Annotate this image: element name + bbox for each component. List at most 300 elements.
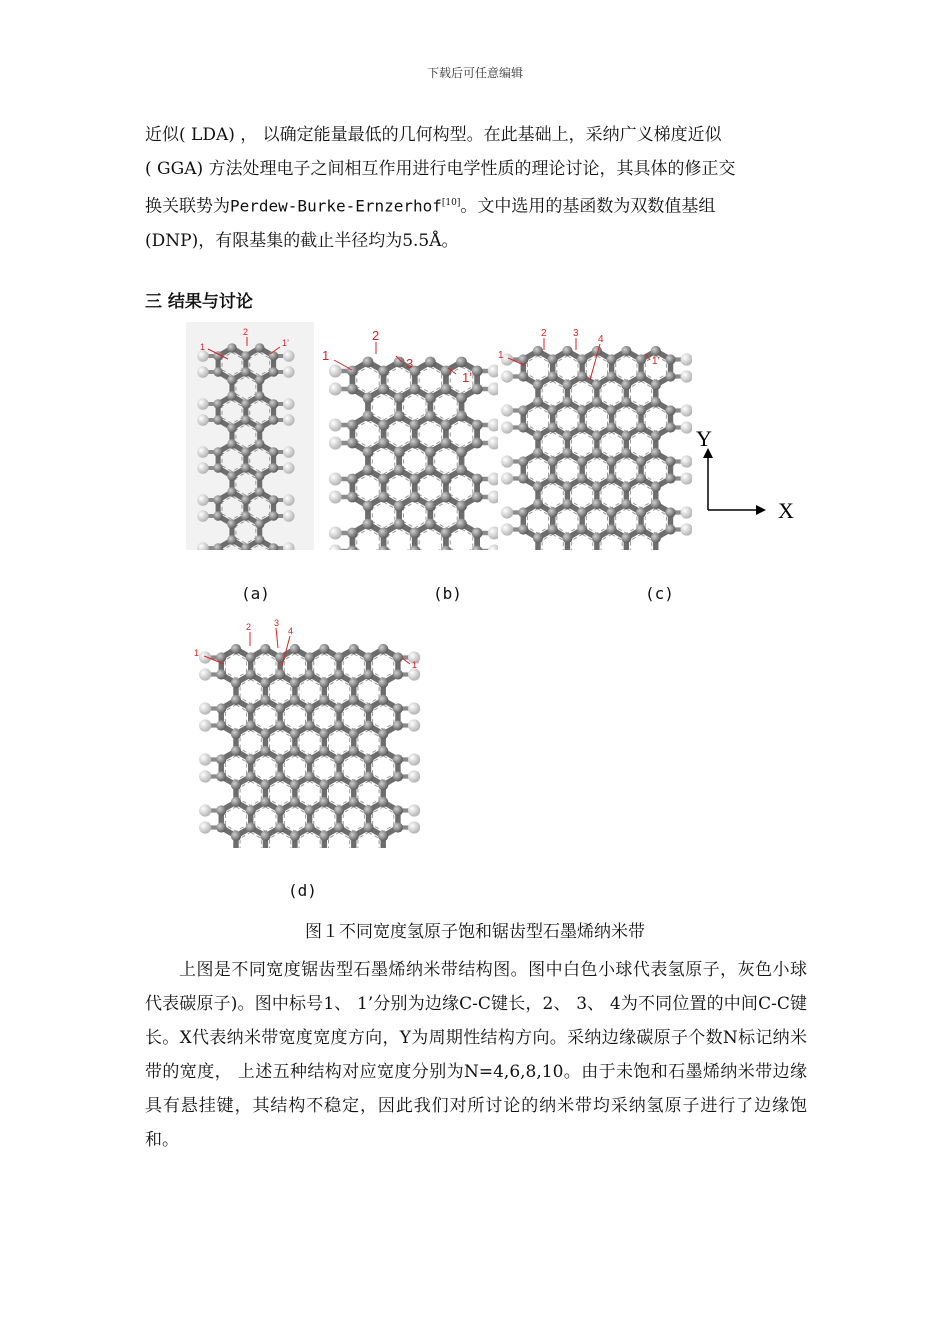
- carbon-atom: [347, 366, 358, 377]
- hydrogen-atom: [681, 353, 692, 365]
- aromatic-ring-dash: [419, 367, 442, 393]
- carbon-atom: [319, 729, 329, 739]
- carbon-atom: [275, 805, 285, 815]
- carbon-atom: [269, 415, 279, 425]
- carbon-atom: [363, 411, 374, 422]
- aromatic-ring-dash: [404, 394, 427, 420]
- aromatic-ring-dash: [299, 781, 320, 805]
- carbon-atom: [592, 448, 602, 458]
- carbon-atom: [227, 471, 237, 481]
- hydrogen-atom: [199, 804, 211, 816]
- carbon-atom: [621, 380, 631, 390]
- carbon-atom: [231, 729, 241, 739]
- carbon-atom: [592, 431, 602, 441]
- carbon-atom: [260, 729, 270, 739]
- carbon-atom: [347, 528, 358, 539]
- carbon-atom: [425, 447, 436, 458]
- aromatic-ring-dash: [645, 407, 666, 431]
- carbon-atom: [592, 482, 602, 492]
- carbon-atom: [260, 678, 270, 688]
- carbon-atom: [269, 463, 279, 473]
- carbon-atom: [269, 495, 279, 505]
- carbon-atom: [255, 487, 265, 497]
- carbon-atom: [378, 644, 388, 654]
- bond-label-2: 2: [243, 327, 249, 337]
- aromatic-ring-dash: [557, 458, 578, 482]
- hydrogen-atom: [283, 462, 295, 474]
- aromatic-ring-dash: [388, 475, 410, 501]
- carbon-atom: [269, 399, 279, 409]
- carbon-atom: [349, 780, 359, 790]
- aromatic-ring-dash: [586, 509, 607, 533]
- hydrogen-atom: [408, 719, 420, 731]
- hydrogen-atom: [199, 719, 211, 731]
- aromatic-ring-dash: [645, 509, 666, 533]
- aromatic-ring-dash: [284, 756, 305, 780]
- carbon-atom: [334, 822, 344, 832]
- carbon-atom: [394, 411, 405, 422]
- carbon-atom: [275, 703, 285, 713]
- carbon-atom: [319, 780, 329, 790]
- carbon-atom: [636, 473, 646, 483]
- carbon-atom: [562, 533, 572, 543]
- carbon-atom: [548, 354, 558, 364]
- carbon-atom: [246, 703, 256, 713]
- carbon-atom: [347, 474, 358, 485]
- aromatic-ring-dash: [225, 756, 246, 780]
- hydrogen-atom: [283, 494, 295, 506]
- carbon-atom: [456, 411, 467, 422]
- carbon-atom: [548, 456, 558, 466]
- carbon-atom: [363, 465, 374, 476]
- hydrogen-atom: [199, 651, 211, 663]
- carbon-atom: [441, 528, 452, 539]
- hydrogen-atom: [329, 419, 342, 432]
- carbon-atom: [393, 703, 403, 713]
- carbon-atom: [394, 393, 405, 404]
- carbon-atom: [246, 805, 256, 815]
- bond-label-3: 3: [406, 356, 414, 371]
- carbon-atom: [409, 438, 420, 449]
- aromatic-ring-dash: [527, 407, 548, 431]
- hydrogen-atom: [501, 421, 513, 433]
- carbon-atom: [425, 393, 436, 404]
- carbon-atom: [305, 771, 315, 781]
- carbon-atom: [577, 422, 587, 432]
- carbon-atom: [255, 519, 265, 529]
- aromatic-ring-dash: [645, 458, 666, 482]
- carbon-atom: [393, 805, 403, 815]
- aromatic-ring-dash: [419, 475, 442, 501]
- hydrogen-atom: [197, 494, 209, 506]
- carbon-atom: [394, 465, 405, 476]
- carbon-atom: [592, 533, 602, 543]
- aromatic-ring-dash: [435, 502, 458, 528]
- hydrogen-atom: [329, 545, 342, 550]
- carbon-atom: [363, 703, 373, 713]
- aromatic-ring-dash: [450, 475, 473, 501]
- carbon-atom: [651, 380, 661, 390]
- carbon-atom: [231, 780, 241, 790]
- aromatic-ring-dash: [225, 654, 246, 678]
- carbon-atom: [275, 771, 285, 781]
- carbon-atom: [255, 439, 265, 449]
- carbon-atom: [548, 371, 558, 381]
- carbon-atom: [394, 501, 405, 512]
- carbon-atom: [319, 695, 329, 705]
- aromatic-ring-dash: [557, 509, 578, 533]
- carbon-atom: [241, 463, 251, 473]
- aromatic-ring-dash: [255, 807, 276, 831]
- carbon-atom: [394, 357, 405, 368]
- carbon-atom: [255, 391, 265, 401]
- carbon-atom: [305, 822, 315, 832]
- aromatic-ring-dash: [616, 509, 637, 533]
- aromatic-ring-dash: [343, 756, 364, 780]
- aromatic-ring-dash: [225, 807, 246, 831]
- carbon-atom: [651, 482, 661, 492]
- carbon-atom: [378, 780, 388, 790]
- carbon-atom: [472, 438, 483, 449]
- hydrogen-atom: [501, 523, 513, 535]
- carbon-atom: [363, 519, 374, 530]
- carbon-atom: [347, 384, 358, 395]
- carbon-atom: [363, 501, 374, 512]
- aromatic-ring-dash: [527, 458, 548, 482]
- aromatic-ring-dash: [358, 781, 379, 805]
- carbon-atom: [533, 448, 543, 458]
- aromatic-ring-dash: [601, 381, 622, 405]
- carbon-atom: [456, 465, 467, 476]
- carbon-atom: [472, 366, 483, 377]
- carbon-atom: [621, 346, 631, 356]
- carbon-atom: [562, 397, 572, 407]
- aromatic-ring-dash: [616, 356, 637, 380]
- carbon-atom: [425, 465, 436, 476]
- carbon-atom: [562, 499, 572, 509]
- aromatic-ring-dash: [616, 458, 637, 482]
- carbon-atom: [577, 456, 587, 466]
- carbon-atom: [441, 384, 452, 395]
- carbon-atom: [227, 343, 237, 353]
- aromatic-ring-dash: [586, 407, 607, 431]
- page-header: 下载后可任意编辑: [426, 66, 523, 80]
- carbon-atom: [255, 343, 265, 353]
- carbon-atom: [378, 492, 389, 503]
- carbon-atom: [577, 473, 587, 483]
- carbon-atom: [456, 501, 467, 512]
- carbon-atom: [607, 354, 617, 364]
- carbon-atom: [409, 528, 420, 539]
- hydrogen-atom: [283, 398, 295, 410]
- bond-label-2: 2: [541, 328, 547, 339]
- carbon-atom: [409, 384, 420, 395]
- carbon-atom: [363, 720, 373, 730]
- bond-label-3: 3: [573, 328, 579, 339]
- aromatic-ring-dash: [631, 432, 652, 456]
- carbon-atom: [665, 473, 675, 483]
- section-heading: 三 结果与讨论: [145, 292, 253, 312]
- hydrogen-atom: [197, 462, 209, 474]
- carbon-atom: [378, 384, 389, 395]
- carbon-atom: [607, 371, 617, 381]
- aromatic-ring-dash: [314, 705, 335, 729]
- aromatic-ring-dash: [527, 509, 548, 533]
- bond-label-1: 1: [194, 648, 200, 658]
- carbon-atom: [347, 546, 358, 550]
- carbon-atom: [334, 805, 344, 815]
- paragraph-line: [145, 186, 807, 224]
- carbon-atom: [213, 511, 223, 521]
- aromatic-ring-dash: [372, 502, 394, 528]
- carbon-atom: [246, 720, 256, 730]
- carbon-atom: [334, 754, 344, 764]
- carbon-atom: [378, 746, 388, 756]
- ribbon-structure: [329, 357, 498, 550]
- hydrogen-atom: [681, 370, 692, 382]
- carbon-atom: [349, 644, 359, 654]
- aromatic-ring-dash: [358, 679, 379, 703]
- carbon-atom: [607, 456, 617, 466]
- figure-title: 图１不同宽度氢原子饱和锯齿型石墨烯纳米带: [305, 922, 645, 942]
- paragraph-line: 近似( LDA) ， 以确定能量最低的几何构型。在此基础上，采纳广义梯度近似: [145, 125, 722, 145]
- carbon-atom: [548, 422, 558, 432]
- carbon-atom: [456, 393, 467, 404]
- carbon-atom: [241, 511, 251, 521]
- carbon-atom: [607, 473, 617, 483]
- carbon-atom: [665, 456, 675, 466]
- carbon-atom: [241, 447, 251, 457]
- carbon-atom: [533, 431, 543, 441]
- carbon-atom: [213, 495, 223, 505]
- carbon-atom: [592, 380, 602, 390]
- carbon-atom: [472, 492, 483, 503]
- carbon-atom: [607, 507, 617, 517]
- carbon-atom: [518, 371, 528, 381]
- carbon-atom: [349, 831, 359, 841]
- carbon-atom: [562, 448, 572, 458]
- carbon-atom: [349, 678, 359, 688]
- carbon-atom: [562, 431, 572, 441]
- carbon-atom: [290, 780, 300, 790]
- carbon-atom: [636, 422, 646, 432]
- hydrogen-atom: [197, 510, 209, 522]
- carbon-atom: [363, 669, 373, 679]
- figure-panel-a: [186, 322, 314, 550]
- carbon-atom: [441, 420, 452, 431]
- hydrogen-atom: [329, 491, 342, 504]
- carbon-atom: [409, 546, 420, 550]
- carbon-atom: [562, 482, 572, 492]
- carbon-atom: [305, 754, 315, 764]
- hydrogen-atom: [283, 366, 295, 378]
- carbon-atom: [269, 447, 279, 457]
- carbon-atom: [227, 519, 237, 529]
- carbon-atom: [548, 507, 558, 517]
- paragraph-text: 换关联势为: [145, 196, 230, 217]
- paragraph-line: ( GGA) 方法处理电子之间相互作用进行电学性质的理论讨论，其具体的修正交: [145, 159, 736, 179]
- carbon-atom: [577, 371, 587, 381]
- carbon-atom: [636, 524, 646, 534]
- caption-d: (d): [288, 881, 317, 900]
- carbon-atom: [472, 528, 483, 539]
- carbon-atom: [577, 507, 587, 517]
- carbon-atom: [275, 720, 285, 730]
- carbon-atom: [213, 463, 223, 473]
- hydrogen-atom: [681, 404, 692, 416]
- aromatic-ring-dash: [240, 781, 261, 805]
- aromatic-ring-dash: [270, 679, 291, 703]
- aromatic-ring-dash: [404, 448, 427, 474]
- aromatic-ring-dash: [270, 781, 291, 805]
- aromatic-ring-dash: [572, 432, 593, 456]
- aromatic-ring-dash: [572, 483, 593, 507]
- carbon-atom: [269, 511, 279, 521]
- carbon-atom: [246, 754, 256, 764]
- figure-panel-b: [318, 322, 498, 550]
- carbon-atom: [349, 797, 359, 807]
- hydrogen-atom: [199, 702, 211, 714]
- aromatic-ring-dash: [557, 407, 578, 431]
- reference-marker: [10]: [441, 198, 461, 208]
- carbon-atom: [275, 669, 285, 679]
- carbon-atom: [363, 771, 373, 781]
- carbon-atom: [378, 546, 389, 550]
- aromatic-ring-dash: [542, 381, 563, 405]
- carbon-atom: [231, 678, 241, 688]
- carbon-atom: [533, 482, 543, 492]
- carbon-atom: [621, 431, 631, 441]
- carbon-atom: [347, 420, 358, 431]
- x-axis-label: X: [778, 498, 794, 523]
- carbon-atom: [393, 669, 403, 679]
- carbon-atom: [241, 351, 251, 361]
- aromatic-ring-dash: [631, 381, 652, 405]
- carbon-atom: [394, 519, 405, 530]
- carbon-atom: [334, 652, 344, 662]
- carbon-atom: [548, 405, 558, 415]
- carbon-atom: [518, 473, 528, 483]
- carbon-atom: [305, 652, 315, 662]
- carbon-atom: [393, 822, 403, 832]
- carbon-atom: [621, 499, 631, 509]
- carbon-atom: [378, 729, 388, 739]
- carbon-atom: [290, 797, 300, 807]
- aromatic-ring-dash: [343, 654, 364, 678]
- carbon-atom: [347, 438, 358, 449]
- carbon-atom: [255, 535, 265, 545]
- carbon-atom: [456, 519, 467, 530]
- carbon-atom: [378, 528, 389, 539]
- carbon-atom: [518, 456, 528, 466]
- carbon-atom: [319, 831, 329, 841]
- carbon-atom: [378, 438, 389, 449]
- bond-label-1prime: 1’: [462, 370, 473, 385]
- carbon-atom: [577, 405, 587, 415]
- carbon-atom: [255, 471, 265, 481]
- carbon-atom: [621, 533, 631, 543]
- carbon-atom: [636, 405, 646, 415]
- carbon-atom: [231, 831, 241, 841]
- carbon-atom: [213, 399, 223, 409]
- carbon-atom: [636, 456, 646, 466]
- carbon-atom: [651, 499, 661, 509]
- hydrogen-atom: [283, 350, 295, 362]
- y-axis-label: Y: [696, 426, 712, 451]
- bond-label-1prime: 1’: [652, 356, 660, 367]
- aromatic-ring-dash: [450, 529, 473, 550]
- caption-c: (c): [645, 584, 674, 603]
- carbon-atom: [213, 447, 223, 457]
- carbon-atom: [216, 822, 226, 832]
- carbon-atom: [409, 492, 420, 503]
- aromatic-ring-dash: [329, 730, 350, 754]
- carbon-atom: [216, 754, 226, 764]
- hydrogen-atom: [408, 702, 420, 714]
- carbon-atom: [592, 397, 602, 407]
- bond-label-2: 2: [372, 328, 380, 343]
- hydrogen-atom: [329, 365, 342, 378]
- ribbon-structure: [199, 644, 420, 848]
- carbon-atom: [456, 447, 467, 458]
- aromatic-ring-dash: [299, 679, 320, 703]
- carbon-atom: [269, 351, 279, 361]
- aromatic-ring-dash: [240, 730, 261, 754]
- carbon-atom: [409, 474, 420, 485]
- carbon-atom: [441, 546, 452, 550]
- bond-label-1prime: 1’: [282, 338, 290, 348]
- carbon-atom: [305, 720, 315, 730]
- bond-label-4: 4: [288, 626, 294, 636]
- carbon-atom: [231, 695, 241, 705]
- aromatic-ring-dash: [586, 458, 607, 482]
- carbon-atom: [378, 695, 388, 705]
- aromatic-ring-dash: [601, 432, 622, 456]
- bond-label-3: 3: [274, 618, 280, 628]
- carbon-atom: [636, 507, 646, 517]
- carbon-atom: [425, 519, 436, 530]
- carbon-atom: [290, 729, 300, 739]
- aromatic-ring-dash: [329, 781, 350, 805]
- carbon-atom: [227, 439, 237, 449]
- carbon-atom: [227, 487, 237, 497]
- hydrogen-atom: [283, 510, 295, 522]
- aromatic-ring-dash: [255, 705, 276, 729]
- aromatic-ring-dash: [357, 367, 379, 393]
- carbon-atom: [518, 524, 528, 534]
- carbon-atom: [665, 405, 675, 415]
- aromatic-ring-dash: [329, 679, 350, 703]
- aromatic-ring-dash: [372, 448, 394, 474]
- paragraph-text: 。文中选用的基函数为双数值基组: [460, 196, 716, 217]
- carbon-atom: [393, 652, 403, 662]
- bond-label-4: 4: [598, 334, 604, 345]
- carbon-atom: [231, 644, 241, 654]
- hydrogen-atom: [197, 446, 209, 458]
- carbon-atom: [349, 746, 359, 756]
- carbon-atom: [290, 746, 300, 756]
- carbon-atom: [533, 533, 543, 543]
- hydrogen-atom: [197, 398, 209, 410]
- hydrogen-atom: [197, 366, 209, 378]
- aromatic-ring-dash: [299, 730, 320, 754]
- carbon-atom: [255, 423, 265, 433]
- hydrogen-atom: [197, 414, 209, 426]
- hydrogen-atom: [329, 437, 342, 450]
- carbon-atom: [651, 397, 661, 407]
- ribbon-structure: [501, 346, 692, 550]
- carbon-atom: [269, 367, 279, 377]
